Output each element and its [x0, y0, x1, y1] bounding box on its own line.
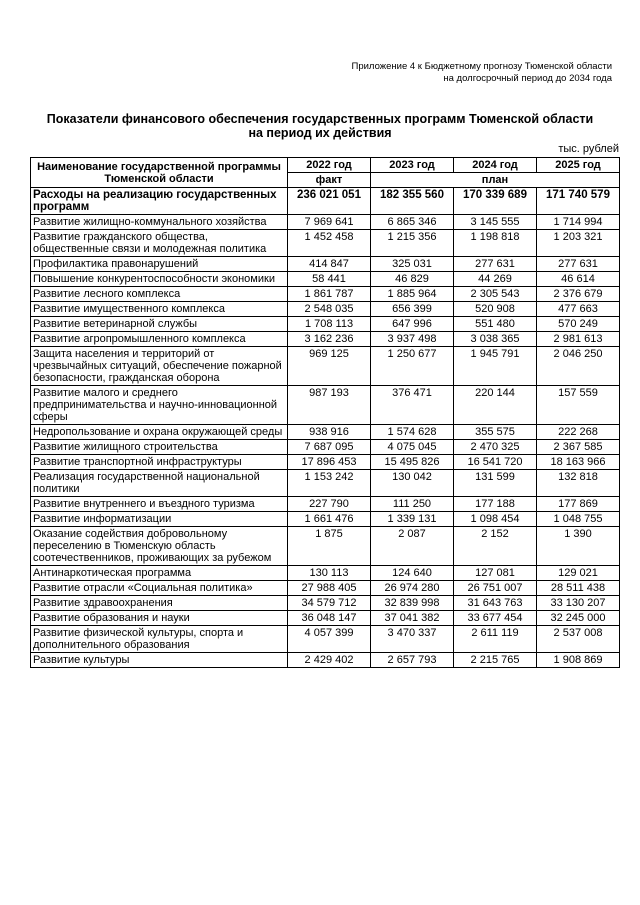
program-value: 1 098 454 — [454, 512, 537, 527]
program-name: Антинаркотическая программа — [31, 566, 288, 581]
program-name: Развитие агропромышленного комплекса — [31, 332, 288, 347]
total-row — [31, 188, 620, 215]
table-row — [31, 626, 620, 653]
program-name: Оказание содействия добровольному переселению в Тюменскую область соотечественников, проживающих за рубежом — [31, 527, 288, 566]
table-row — [31, 653, 620, 668]
program-value: 6 865 346 — [371, 215, 454, 230]
table-row — [31, 386, 620, 425]
program-value: 1 153 242 — [288, 470, 371, 497]
program-value: 1 452 458 — [288, 230, 371, 257]
program-value: 1 390 — [537, 527, 620, 566]
year-header: 2025 год — [537, 158, 620, 173]
program-name: Развитие жилищного строительства — [31, 440, 288, 455]
table-row — [31, 440, 620, 455]
program-value: 1 203 321 — [537, 230, 620, 257]
program-value: 1 945 791 — [454, 347, 537, 386]
program-value: 1 708 113 — [288, 317, 371, 332]
program-value: 938 916 — [288, 425, 371, 440]
program-value: 2 376 679 — [537, 287, 620, 302]
program-value: 3 145 555 — [454, 215, 537, 230]
program-name: Развитие отрасли «Социальная политика» — [31, 581, 288, 596]
program-value: 1 339 131 — [371, 512, 454, 527]
program-name: Развитие здравоохранения — [31, 596, 288, 611]
program-name: Развитие жилищно-коммунального хозяйства — [31, 215, 288, 230]
table-row — [31, 302, 620, 317]
program-value: 520 908 — [454, 302, 537, 317]
program-name: Развитие транспортной инфраструктуры — [31, 455, 288, 470]
program-value: 129 021 — [537, 566, 620, 581]
program-value: 46 829 — [371, 272, 454, 287]
program-value: 1 875 — [288, 527, 371, 566]
program-name: Развитие гражданского общества, общественные связи и молодежная политика — [31, 230, 288, 257]
program-value: 2 611 119 — [454, 626, 537, 653]
program-name-header: Наименование государственной программы Тюменской области — [31, 158, 288, 188]
program-value: 277 631 — [537, 257, 620, 272]
program-value: 1 198 818 — [454, 230, 537, 257]
budget-table — [30, 157, 620, 668]
program-name: Повышение конкурентоспособности экономики — [31, 272, 288, 287]
table-row — [31, 512, 620, 527]
table-body — [31, 188, 620, 668]
program-name: Профилактика правонарушений — [31, 257, 288, 272]
program-name: Развитие внутреннего и въездного туризма — [31, 497, 288, 512]
program-value: 2 087 — [371, 527, 454, 566]
program-value: 124 640 — [371, 566, 454, 581]
program-value: 18 163 966 — [537, 455, 620, 470]
table-row — [31, 425, 620, 440]
program-value: 222 268 — [537, 425, 620, 440]
program-name: Развитие лесного комплекса — [31, 287, 288, 302]
program-name: Развитие физической культуры, спорта и дополнительного образования — [31, 626, 288, 653]
units-label: тыс. рублей — [558, 143, 619, 155]
table-row — [31, 272, 620, 287]
program-value: 37 041 382 — [371, 611, 454, 626]
program-value: 34 579 712 — [288, 596, 371, 611]
program-value: 2 367 585 — [537, 440, 620, 455]
program-value: 27 988 405 — [288, 581, 371, 596]
program-value: 111 250 — [371, 497, 454, 512]
program-value: 325 031 — [371, 257, 454, 272]
program-name: Реализация государственной национальной политики — [31, 470, 288, 497]
program-value: 355 575 — [454, 425, 537, 440]
table-row — [31, 215, 620, 230]
table-row — [31, 317, 620, 332]
program-name: Развитие образования и науки — [31, 611, 288, 626]
program-value: 1 861 787 — [288, 287, 371, 302]
table-row — [31, 230, 620, 257]
program-value: 2 537 008 — [537, 626, 620, 653]
program-name: Защита населения и территорий от чрезвычайных ситуаций, обеспечение пожарной безопасности, гражданская оборона — [31, 347, 288, 386]
table-row — [31, 497, 620, 512]
program-value: 15 495 826 — [371, 455, 454, 470]
program-value: 969 125 — [288, 347, 371, 386]
table-row — [31, 332, 620, 347]
program-value: 7 969 641 — [288, 215, 371, 230]
program-value: 376 471 — [371, 386, 454, 425]
program-value: 1 574 628 — [371, 425, 454, 440]
program-value: 2 046 250 — [537, 347, 620, 386]
table-row — [31, 257, 620, 272]
program-value: 36 048 147 — [288, 611, 371, 626]
program-value: 277 631 — [454, 257, 537, 272]
program-value: 157 559 — [537, 386, 620, 425]
total-value: 171 740 579 — [537, 188, 620, 215]
table-row — [31, 455, 620, 470]
program-value: 1 048 755 — [537, 512, 620, 527]
program-value: 46 614 — [537, 272, 620, 287]
program-value: 131 599 — [454, 470, 537, 497]
title-line-1: Показатели финансового обеспечения государственных программ Тюменской области — [46, 112, 594, 126]
program-value: 2 152 — [454, 527, 537, 566]
program-value: 177 188 — [454, 497, 537, 512]
program-value: 2 215 765 — [454, 653, 537, 668]
total-value: 236 021 051 — [288, 188, 371, 215]
program-value: 1 661 476 — [288, 512, 371, 527]
program-value: 32 839 998 — [371, 596, 454, 611]
program-value: 3 038 365 — [454, 332, 537, 347]
year-header: 2022 год — [288, 158, 371, 173]
fact-header: факт — [288, 173, 371, 188]
program-value: 132 818 — [537, 470, 620, 497]
total-name: Расходы на реализацию государственных программ — [31, 188, 288, 215]
program-value: 130 113 — [288, 566, 371, 581]
program-value: 1 885 964 — [371, 287, 454, 302]
table-row — [31, 566, 620, 581]
document-title — [22, 112, 618, 140]
total-value: 182 355 560 — [371, 188, 454, 215]
program-name: Развитие малого и среднего предпринимательства и научно-инновационной сферы — [31, 386, 288, 425]
table-row — [31, 596, 620, 611]
program-name: Развитие информатизации — [31, 512, 288, 527]
program-name: Развитие ветеринарной службы — [31, 317, 288, 332]
program-value: 4 057 399 — [288, 626, 371, 653]
program-value: 44 269 — [454, 272, 537, 287]
program-value: 477 663 — [537, 302, 620, 317]
program-value: 414 847 — [288, 257, 371, 272]
program-name: Развитие имущественного комплекса — [31, 302, 288, 317]
program-value: 2 429 402 — [288, 653, 371, 668]
program-value: 1 908 869 — [537, 653, 620, 668]
program-value: 16 541 720 — [454, 455, 537, 470]
table-row — [31, 470, 620, 497]
plan-header: план — [371, 173, 620, 188]
program-value: 1 215 356 — [371, 230, 454, 257]
program-value: 4 075 045 — [371, 440, 454, 455]
program-value: 2 657 793 — [371, 653, 454, 668]
program-value: 3 162 236 — [288, 332, 371, 347]
program-value: 2 470 325 — [454, 440, 537, 455]
program-value: 551 480 — [454, 317, 537, 332]
program-value: 2 548 035 — [288, 302, 371, 317]
program-value: 227 790 — [288, 497, 371, 512]
program-value: 127 081 — [454, 566, 537, 581]
program-value: 1 250 677 — [371, 347, 454, 386]
program-name: Недропользование и охрана окружающей среды — [31, 425, 288, 440]
table-row — [31, 611, 620, 626]
program-value: 3 470 337 — [371, 626, 454, 653]
program-value: 3 937 498 — [371, 332, 454, 347]
annex-note — [252, 61, 612, 85]
program-value: 33 130 207 — [537, 596, 620, 611]
year-header: 2024 год — [454, 158, 537, 173]
program-name: Развитие культуры — [31, 653, 288, 668]
table-header — [31, 158, 620, 188]
program-value: 220 144 — [454, 386, 537, 425]
table-row — [31, 287, 620, 302]
program-value: 570 249 — [537, 317, 620, 332]
program-value: 7 687 095 — [288, 440, 371, 455]
title-line-2: на период их действия — [248, 126, 392, 140]
table-row — [31, 527, 620, 566]
program-value: 31 643 763 — [454, 596, 537, 611]
program-value: 28 511 438 — [537, 581, 620, 596]
program-value: 33 677 454 — [454, 611, 537, 626]
program-value: 656 399 — [371, 302, 454, 317]
annex-line-2: на долгосрочный период до 2034 года — [443, 73, 612, 84]
program-value: 2 981 613 — [537, 332, 620, 347]
program-value: 58 441 — [288, 272, 371, 287]
program-value: 26 751 007 — [454, 581, 537, 596]
program-value: 2 305 543 — [454, 287, 537, 302]
year-header: 2023 год — [371, 158, 454, 173]
program-value: 1 714 994 — [537, 215, 620, 230]
table-row — [31, 581, 620, 596]
program-value: 177 869 — [537, 497, 620, 512]
program-value: 26 974 280 — [371, 581, 454, 596]
program-value: 32 245 000 — [537, 611, 620, 626]
program-value: 647 996 — [371, 317, 454, 332]
table-row — [31, 347, 620, 386]
program-value: 17 896 453 — [288, 455, 371, 470]
annex-line-1: Приложение 4 к Бюджетному прогнозу Тюменской области — [351, 61, 612, 72]
program-value: 130 042 — [371, 470, 454, 497]
total-value: 170 339 689 — [454, 188, 537, 215]
program-value: 987 193 — [288, 386, 371, 425]
